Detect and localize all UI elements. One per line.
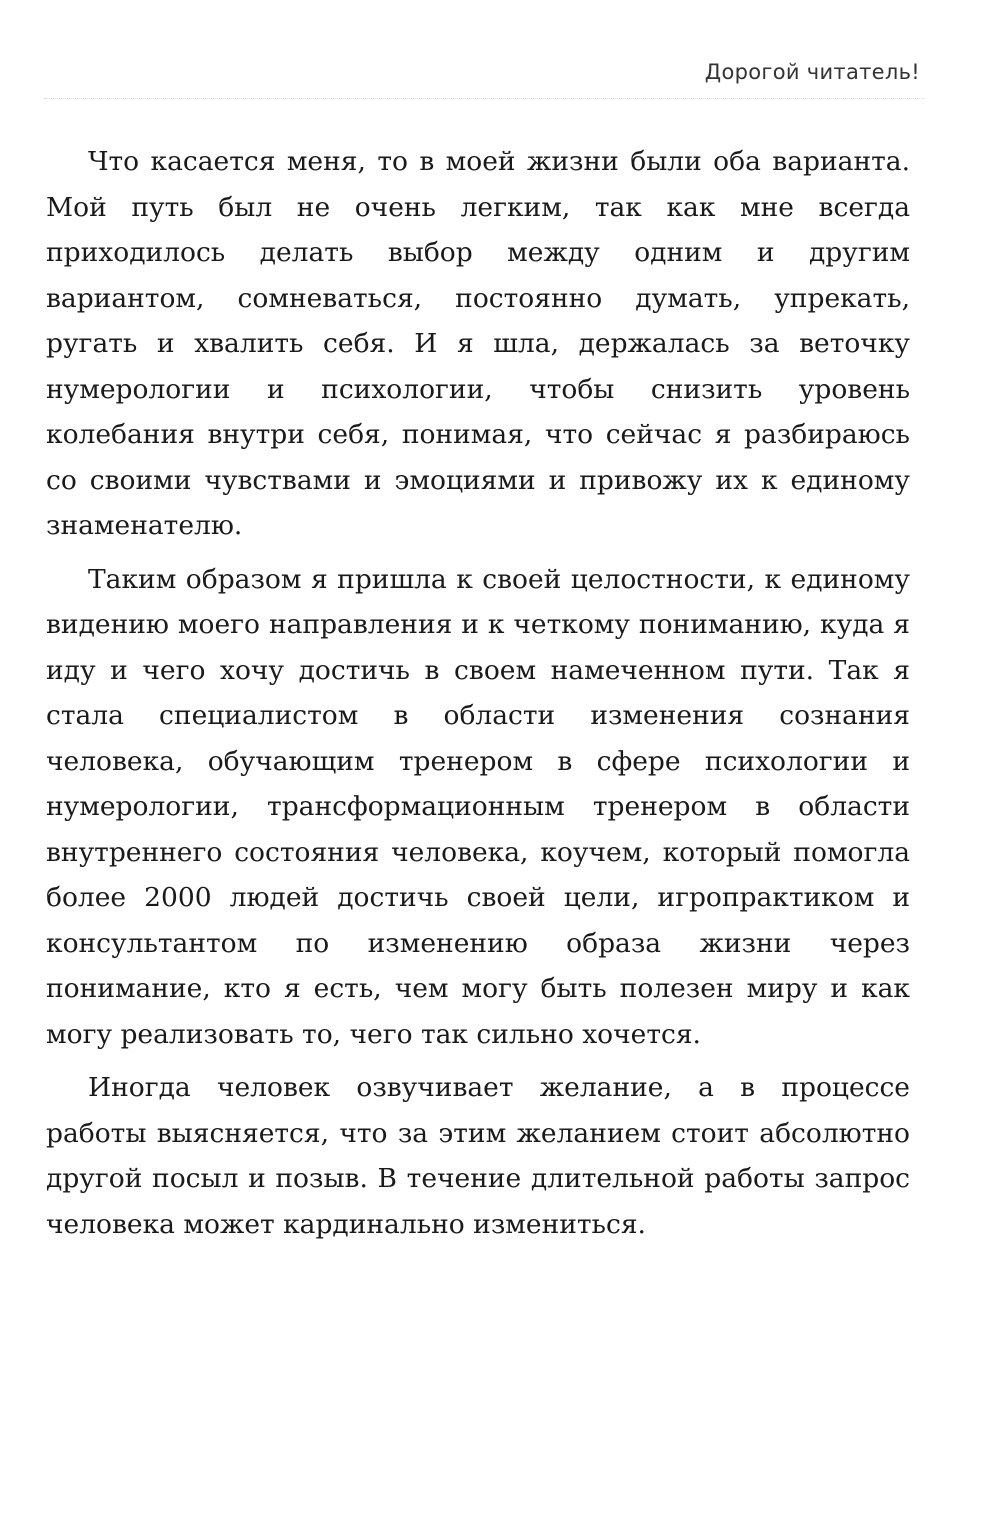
- paragraph-3: Иногда человек озвучивает желание, а в процессе работы выясняется, что за этим желанием стоит абсолютно другой посыл и позыв. В течение длительной работы запрос человека может кардинально измениться.: [46, 1072, 910, 1240]
- running-header: Дорогой читатель!: [704, 60, 920, 84]
- paragraph-2: Таким образом я пришла к своей целостности, к единому видению моего направления и к четкому пониманию, куда я иду и чего хочу достичь в своем намеченном пути. Так я стала специалистом в области изменения сознания человека, обучающим тренером в сфере психологии и нумерологии, трансформационным тренером в области внутреннего состояния человека, коучем, который помогла более 2000 людей достичь своей цели, игропрактиком и консультантом по изменению образа жизни через понимание, кто я есть, чем могу быть полезен миру и как могу реализовать то, чего так сильно хочется.: [46, 563, 910, 1050]
- header-divider: [44, 98, 924, 99]
- page-body: [46, 139, 910, 1255]
- paragraph-1: Что касается меня, то в моей жизни были оба варианта. Мой путь был не очень легким, так как мне всегда приходилось делать выбор между одним и другим вариантом, сомневаться, постоянно думать, упрекать, ругать и хвалить себя. И я шла, держалась за веточку нумерологии и психологии, чтобы снизить уровень колебания внутри себя, понимая, что сейчас я разбираюсь со своими чувствами и эмоциями и привожу их к единому знаменателю.: [46, 146, 910, 541]
